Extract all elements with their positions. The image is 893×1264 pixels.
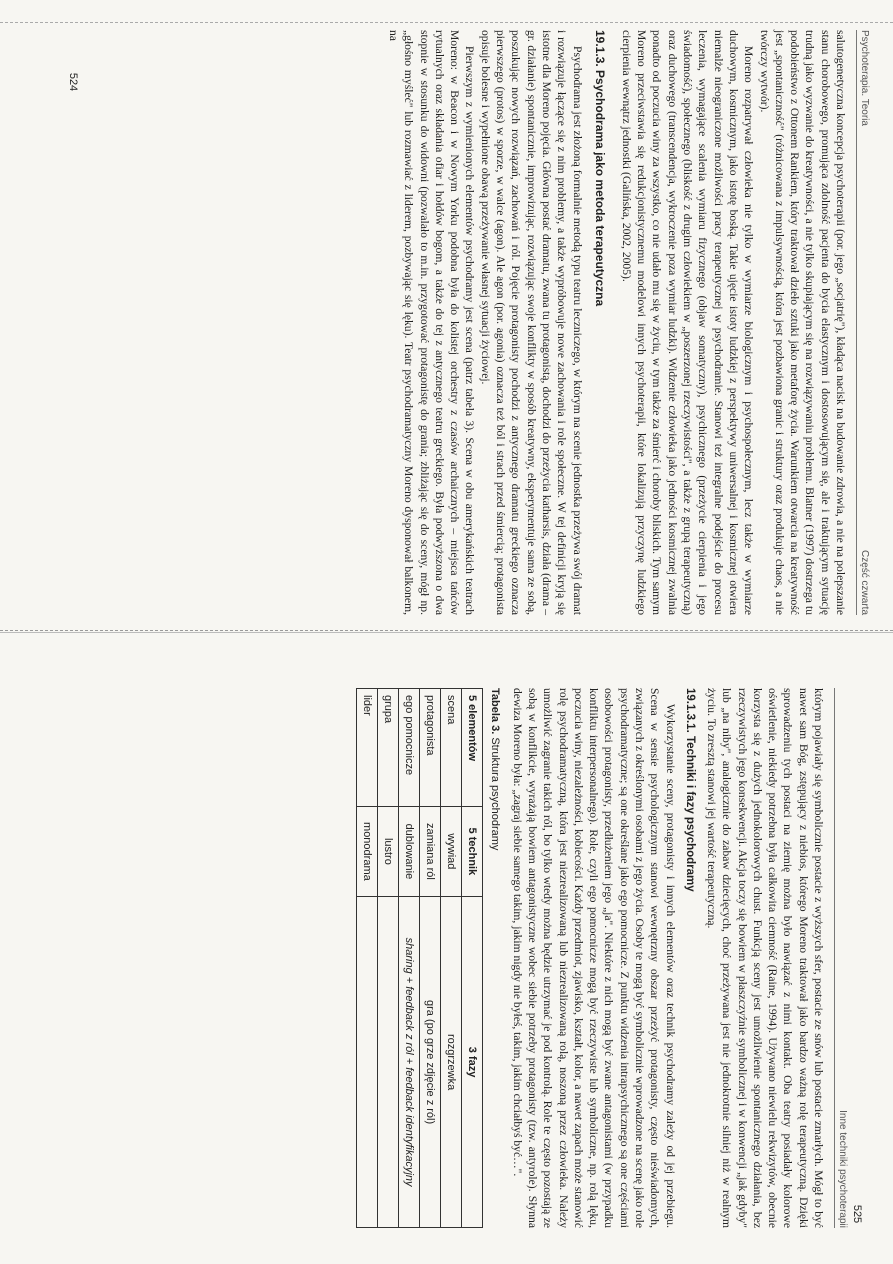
table-cell: scena xyxy=(441,689,462,807)
paragraph: którym pojawiały się symbolicznie postacie z wyższych sfer, postacie ze snów lub postacie zmarłych. Mógł to być nawet sam Bóg, zstępujący z niebios, którego Moreno traktował jako bardzo ważną rolę terapeutyczną. Dzięki sprowadzeniu tych postaci na ziemię można było nawiązać z nimi kontakt. Oba teatry posiadały kolorowe oświetlenie, niekiedy potrzebna była całkowita ciemność (Raine, 1994). Używano niewielu rekwizytów, obecnie korzysta się z dużych jednokolorowych chust. Funkcją sceny jest umożliwienie spontanicznego działania, bez rzeczywistych jego konsekwencji. Akcja toczy się bowiem w płaszczyźnie symbolicznej i w konwencji „jak gdyby" lub „na niby", analogicznie do zabaw dziecięcych, choć przeżywana jest nie jednokrotnie silniej niż w realnym życiu. To zresztą stanowi jej wartość terapeutyczną. xyxy=(704,688,825,1228)
table-header: 5 elementów xyxy=(462,689,483,807)
page-number-524: 524 xyxy=(67,72,80,92)
body-text-525 xyxy=(509,688,826,1228)
table-cell: lustro xyxy=(378,806,399,897)
page-number-525: 525 xyxy=(851,1204,864,1224)
table-row xyxy=(357,689,378,1228)
table-cell: lider xyxy=(357,689,378,807)
table-cell: monodrama xyxy=(357,806,378,897)
table-cell: sharing + feedback z ról + feedback identyfikacyjny xyxy=(399,897,420,1228)
running-head-right: Część czwarta xyxy=(859,549,870,615)
paragraph: Psychodrama jest złożoną formalnie metodą typu teatru leczniczego, w którym na scenie jednostka przeżywa swój dramat i rozwiązuje łączące się z nim problemy, a także wypróbowuje nowe zachowania i role społeczne. W tej definicji kryją się istotne dla Moreno pojęcia. Główna postać dramatu, zwana tu protagonistą, dochodzi do przeżycia katharsis, działa (drama – gr. działanie) spontanicznie, improwizując, rozwiązując swoje konflikty w sposób kreatywny, eksperymentuje sama ze sobą, poszukując nowych rozwiązań, zachowań i ról. Pojęcie protagonisty pochodzi z antycznego dramatu greckiego oznacza pierwszego (protos) w sporze, w walce (agon). Ale agon (por. agonia) oznacza też ból i strach przed śmiercią; protagonista opisuje bolesne i wypełnione obawą przeżywanie własnej sytuacji życiowej. xyxy=(478,30,584,615)
table-header-row xyxy=(462,689,483,1228)
page-525 xyxy=(0,632,893,1264)
section-title: 19.1.3. Psychodrama jako metoda terapeutyczna xyxy=(592,30,607,307)
table-header: 5 technik xyxy=(462,806,483,897)
table-cell xyxy=(378,897,399,1228)
table-row xyxy=(378,689,399,1228)
paragraph: salutogenetyczna koncepcja psychoterapii (por. jego „socjatrię"), kładąca nacisk na budowanie zdrowia, a nie na polepszanie stanu chorobowego, promująca zdolność pacjenta do bycia elastycznym i dostosowującym się, ale i traktującym sytuację trudną jako wyzwanie do kreatywności, a nie tylko skupiającym się na rozwiązywaniu problemu. Blatner (1997) dostrzega tu podobieństwo z Ottonem Rankiem, który traktował dzieło sztuki jako metaforę życia. Warunkiem otwarcia na kreatywność jest „spontaniczność" (różnicowana z impulsywnością, która jest pozbawiona granic i struktury oraz produkuje chaos, a nie twórczy wytwór). xyxy=(757,30,847,615)
scan-edge-top xyxy=(0,22,893,23)
table-cell: grupa xyxy=(378,689,399,807)
body-text-524 xyxy=(386,30,848,615)
page-divider xyxy=(0,630,893,631)
page-525-content xyxy=(88,688,848,1228)
table-caption xyxy=(489,688,501,1228)
table-caption-text: Struktura psychodramy xyxy=(489,737,502,851)
table-cell xyxy=(357,897,378,1228)
table-cell: zamiana ról xyxy=(420,806,441,897)
running-head-left: Psychoterapia. Teoria xyxy=(859,30,870,126)
table-cell: rozgrzewka xyxy=(441,897,462,1228)
table-row xyxy=(399,689,420,1228)
paragraph: Moreno rozpatrywał człowieka nie tylko w wymiarze biologicznym i psychospołecznym, lecz także w wymiarze duchowym, kosmicznym, jako istotę boską. Takie ujęcie istoty ludzkiej z perspektywy uniwersalnej i kosmicznej otwiera niemalże nieograniczone możliwości pracy terapeutycznej w psychodramie. Stanowi też integralne podejście do procesu leczenia, wymagające scalenia wymiaru fizycznego (objaw somatyczny), psychicznego (przeżycie cierpienia i jego świadomość), społecznego (bliskość z drugim człowiekiem w „poszerzonej rzeczywistości", a także z grupą terapeutyczną) oraz duchowego (transcendencja, wykroczenie poza wymiar ludzki). Widzenie człowieka jako jedności kosmicznej zwalnia ponadto od poczucia winy za wszystko, co nie udało mu się w życiu, w tym także za śmierć i choroby bliskich. Tym samym Moreno przeciwstawia się redukcjonistycznemu modelowi innych psychoterapii, które lokalizują przyczynę ludzkiego cierpienia wewnątrz jednostki (Galińska, 2002, 2005). xyxy=(619,30,756,615)
table-cell: gra (po grze zdjęcie z ról) xyxy=(420,897,441,1228)
table-cell: ego pomocnicze xyxy=(399,689,420,807)
table-row xyxy=(420,689,441,1228)
table-header: 3 fazy xyxy=(462,897,483,1228)
running-head-left: Inne techniki psychoterapii xyxy=(837,1110,848,1228)
paragraph: Wykorzystanie sceny, protagonisty i innych elementów oraz technik psychodramy zależy od jej przebiegu. Scena w sensie psychologicznym stanowi wewnętrzny obszar przeżyć protagonisty, często nieświadomych, związanych z określonymi osobami z jego życia. Osoby te mogą być symbolicznie wprowadzone na scenę jako role psychodramatyczne; są one określane jako ego pomocnicze. Z punktu widzenia intrapsychicznego są one częściami osobowości protagonisty, przedłużeniem jego „ja". Niektóre z nich mogą być zwane antagonistami (w przypadku konfliktu interpersonalnego). Role, czyli ego pomocnicze mogą być rzeczywiste lub symboliczne, np. rolą lęku, poczucia winy, niezależności, kobiecości. Każdy przedmiot, zjawisko, kształt, kolor, a nawet zapach może stanowić rolę psychodramatyczną, która jest niezrealizowaną lub niezrealizowaną rolą, noszoną przez człowieka. Należy umożliwić zagranie takich ról, bo tylko wtedy można będzie utrzymać je pod kontrolą. Role te często pozostają ze sobą w konflikcie, wyrażają bowiem antagonistyczne wobec siebie potrzeby protagonisty (tzw. antyrole). Słynna dewiza Moreno była: „zagraj siebie samego takim, jakim nigdy nie byłeś, takim, jakim chciałbyś być…". xyxy=(510,688,677,1228)
table-cell: wywiad xyxy=(441,806,462,897)
structure-table xyxy=(356,688,483,1228)
table-row xyxy=(441,689,462,1228)
running-head-524 xyxy=(856,30,870,615)
table-caption-label: Tabela 3. xyxy=(489,688,502,735)
subsection-title: 19.1.3.1. Techniki i fazy psychodramy xyxy=(683,688,696,892)
table-cell: protagonista xyxy=(420,689,441,807)
page-524-content xyxy=(110,30,870,615)
paragraph: Pierwszym z wymienionych elementów psychodramy jest scena (patrz tabela 3). Scena w obu amerykańskich teatrach Moreno: w Beacon i w Nowym Yorku podobna była do kolistej orchestry z czasów archaicznych – miejsca tańców rytualnych oraz składania ofiar i hołdów bogom, a także do tej z antycznego teatru greckiego. Była podwyższona o dwa stopnie w stosunku do widowni (pozwalało to m.in. przygotować protagonistę do grania; zbliżając się do sceny, mógł np. „głośno myśleć" lub rozmawiać z liderem, pozbywając się lęku). Teatr psychodramatyczny Moreno dysponował balkonem, na xyxy=(386,30,477,615)
table-cell: dublowanie xyxy=(399,806,420,897)
running-head-525 xyxy=(834,688,848,1228)
